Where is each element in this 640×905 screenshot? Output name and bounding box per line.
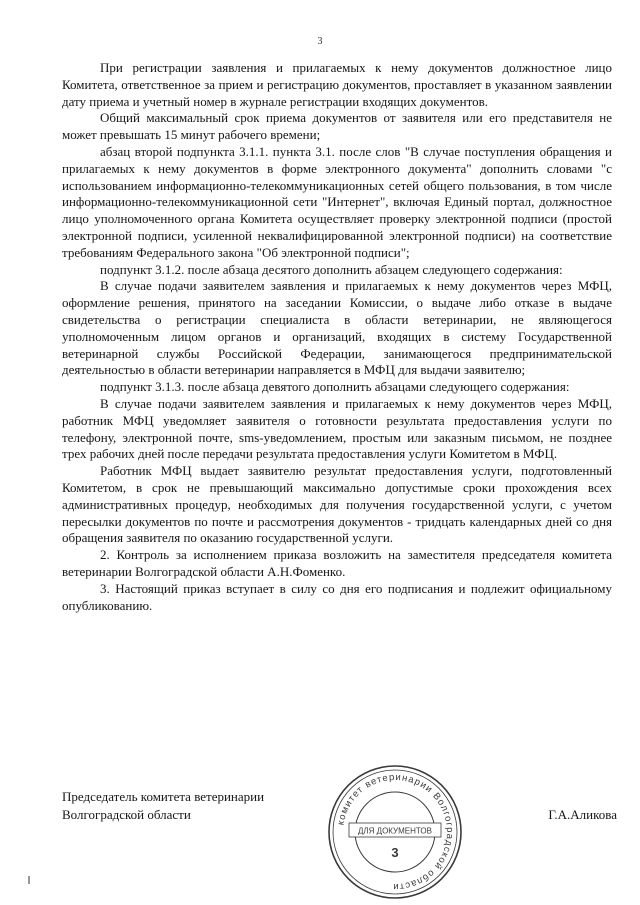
document-body bbox=[62, 60, 612, 614]
paragraph-effective: 3. Настоящий приказ вступает в силу со дня его подписания и подлежит официальному опубликованию. bbox=[62, 580, 612, 613]
margin-mark bbox=[28, 876, 30, 884]
stamp-center-text: ДЛЯ ДОКУМЕНТОВ bbox=[357, 826, 433, 836]
paragraph-subpoint-3-1-2: подпункт 3.1.2. после абзаца десятого дополнить абзацем следующего содержания: bbox=[100, 261, 563, 277]
paragraph-subpoint-3-1-1: абзац второй подпункта 3.1.1. пункта 3.1. после слов "В случае поступления обращения и прилагаемых к нему документов в форме электронного документа" дополнить словами "с использованием информационно-телекоммуникационных сетей общего пользования, в том числе информационно-телекоммуникационной сети "Интернет", включая Единый портал, должностное лицо уполномоченного органа Комитета осуществляет проверку электронной подписи (простой электронной подписи, усиленной неквалифицированной электронной подписи) на соответствие требованиям Федерального закона "Об электронной подписи"; bbox=[62, 143, 612, 260]
paragraph-mfc-notify: В случае подачи заявителем заявления и прилагаемых к нему документов через МФЦ, работник МФЦ уведомляет заявителя о готовности результата предоставления услуги по телефону, электронной почте, sms-уведомлением, простым или заказным письмом, не позднее трех рабочих дней после передачи результата предоставления услуги Комитетом в МФЦ. bbox=[62, 395, 612, 462]
official-stamp bbox=[325, 762, 465, 902]
paragraph-registration: При регистрации заявления и прилагаемых к нему документов должностное лицо Комитета, ответственное за прием и регистрацию документов, проставляет в указанном заявлении дату приема и учетный номер в журнале регистрации входящих документов. bbox=[62, 60, 612, 109]
signatory-title bbox=[62, 788, 362, 824]
paragraph-mfc-decision: В случае подачи заявителем заявления и прилагаемых к нему документов через МФЦ, оформление решения, принятого на заседании Комиссии, о выдаче либо отказе в выдаче свидетельства о регистрации специалиста в области ветеринарии, не являющегося уполномоченным лицом органов и организаций, входящих в систему Государственной ветеринарной службы Российской Федерации, занимающегося предпринимательской деятельностью в области ветеринарии направляется в МФЦ для выдачи заявителю; bbox=[62, 278, 612, 378]
paragraph-max-term: Общий максимальный срок приема документов от заявителя или его представителя не может превышать 15 минут рабочего времени; bbox=[62, 110, 612, 143]
paragraph-mfc-issue: Работник МФЦ выдает заявителю результат предоставления услуги, подготовленный Комитетом, в срок не превышающий максимально допустимые сроки прохождения всех административных процедур, необходимых для получения государственной услуги, с учетом пересылки документов по почте и рассмотрения документов - тридцать календарных дней со дня обращения заявителя по оказанию государственной услуги. bbox=[62, 463, 612, 546]
signatory-title-line1: Председатель комитета ветеринарии bbox=[62, 789, 265, 804]
signatory-title-line2: Волгоградской области bbox=[62, 807, 191, 822]
signatory-name: Г.А.Аликова bbox=[548, 807, 617, 822]
stamp-number: 3 bbox=[391, 845, 399, 860]
stamp-ring-text: комитет ветеринарии Волгоградской области bbox=[335, 771, 456, 893]
paragraph-subpoint-3-1-3: подпункт 3.1.3. после абзаца девятого дополнить абзацами следующего содержания: bbox=[100, 379, 570, 395]
stamp-seal-icon bbox=[325, 762, 465, 902]
paragraph-control: 2. Контроль за исполнением приказа возложить на заместителя председателя комитета ветеринарии Волгоградской области А.Н.Фоменко. bbox=[62, 547, 612, 579]
page-number: 3 bbox=[317, 36, 323, 47]
